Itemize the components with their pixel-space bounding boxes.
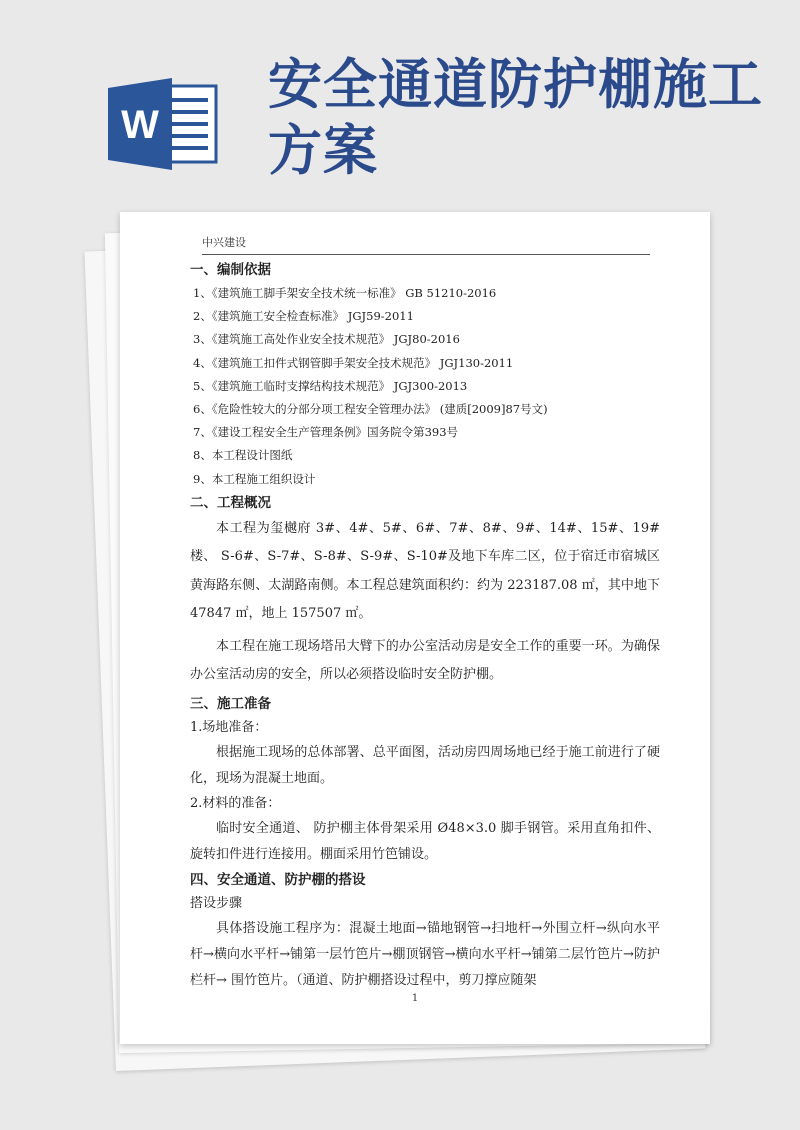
subsection-label: 1.场地准备：	[190, 719, 268, 735]
document-page	[120, 212, 710, 1044]
word-logo-letter: W	[121, 103, 159, 147]
body-paragraph: 根据施工现场的总体部署、总平面图，活动房四周场地已经于施工前进行了硬化，现场为混凝土地面。	[190, 744, 660, 786]
banner-title: 安全通道防护棚施工方案	[268, 53, 763, 182]
body-paragraph: 临时安全通道、 防护棚主体骨架采用 Ø48×3.0 脚手钢管。采用直角扣件、旋转扣件进行连接用。棚面采用竹笆铺设。	[190, 820, 660, 862]
reference-item: 9、本工程施工组织设计	[193, 471, 316, 486]
body-paragraph: 本工程在施工现场塔吊大臂下的办公室活动房是安全工作的重要一环。为确保办公室活动房的安全，所以必须搭设临时安全防护棚。	[190, 638, 660, 683]
body-paragraph: 本工程为玺樾府 3#、4#、5#、6#、7#、8#、9#、14#、15#、19#楼、 S-6#、S-7#、S-8#、S-9#、S-10#及地下车库二区，位于宿迁市宿城区黄海路东侧、太湖路南侧。本工程总建筑面积约：约为 223187.08 ㎡，其中地下 47847 ㎡，地上 157507 ㎡。	[190, 520, 660, 622]
section-heading: 三、施工准备	[190, 695, 271, 712]
reference-item: 5、《建筑施工临时支撑结构技术规范》 JGJ300-2013	[193, 378, 468, 393]
reference-item: 3、《建筑施工高处作业安全技术规范》 JGJ80-2016	[193, 332, 460, 347]
page-number: 1	[411, 993, 419, 1004]
reference-item: 6、《危险性较大的分部分项工程安全管理办法》 (建质[2009]87号文)	[193, 401, 548, 416]
subsection-label: 搭设步骤	[190, 895, 243, 911]
body-paragraph: 具体搭设施工程序为：混凝土地面→锚地钢管→扫地杆→外围立杆→纵向水平杆→横向水平杆→铺第一层竹笆片→棚顶钢管→横向水平杆→铺第二层竹笆片→防护栏杆→ 围竹笆片。（通道、防护棚搭设过程中，剪刀撑应随架	[190, 920, 660, 988]
page-header: 中兴建设	[202, 234, 650, 255]
section-heading: 一、编制依据	[190, 262, 271, 278]
reference-item: 8、本工程设计图纸	[193, 448, 293, 463]
document-body	[190, 258, 660, 994]
section-heading: 二、工程概况	[190, 494, 271, 511]
reference-item: 1、《建筑施工脚手架安全技术统一标准》 GB 51210-2016	[193, 286, 497, 300]
word-doc-icon	[108, 78, 220, 170]
section-heading: 四、安全通道、防护棚的搭设	[190, 871, 366, 888]
reference-item: 4、《建筑施工扣件式钢管脚手架安全技术规范》 JGJ130-2011	[193, 355, 514, 370]
reference-item: 7、《建设工程安全生产管理条例》国务院令第393号	[193, 425, 459, 440]
subsection-label: 2.材料的准备：	[190, 795, 281, 811]
reference-item: 2、《建筑施工安全检查标准》 JGJ59-2011	[193, 309, 414, 324]
